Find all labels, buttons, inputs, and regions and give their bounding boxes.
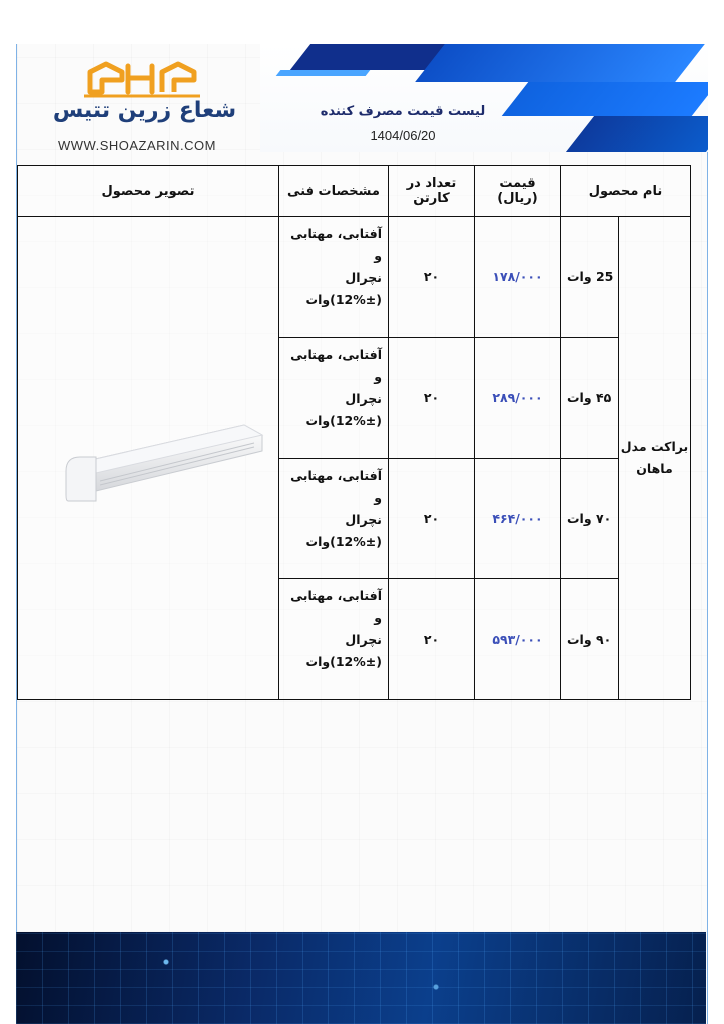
header-product: نام محصول [560, 166, 690, 217]
header-stripe [276, 70, 371, 76]
count-cell: ۲۰ [388, 579, 474, 700]
header-count: تعداد در کارتن [388, 166, 474, 217]
price-cell: ۵۹۳/۰۰۰ [474, 579, 560, 700]
header-stripe [566, 116, 708, 152]
spec-line: (12%±)وات [305, 292, 382, 307]
spec-cell [278, 337, 388, 458]
table-header-row [18, 166, 691, 217]
price-cell: ۱۷۸/۰۰۰ [474, 217, 560, 338]
spec-line: آفتابی، مهتابی و [290, 588, 382, 626]
header-image: تصویر محصول [18, 166, 279, 217]
product-image [48, 405, 268, 515]
power-cell: ۹۰ وات [560, 579, 618, 700]
header-stripe [502, 82, 708, 116]
spec-line: نچرال [345, 390, 382, 406]
product-name-line: براکت مدل [620, 439, 689, 454]
spec-line: (12%±)وات [305, 412, 382, 428]
header-price-label: قیمت [499, 176, 536, 191]
document-date: 1404/06/20 [370, 128, 436, 143]
count-cell: ۲۰ [388, 337, 474, 458]
product-image-cell [18, 217, 279, 700]
footer-decoration [16, 932, 706, 1024]
logo-mark-icon [82, 58, 202, 100]
header-price [474, 166, 560, 217]
power-cell: ۷۰ وات [560, 458, 618, 579]
count-cell: ۲۰ [388, 458, 474, 579]
spec-line: آفتابی، مهتابی و [290, 226, 382, 263]
spec-line: نچرال [345, 511, 382, 527]
spec-line: (12%±)وات [305, 533, 382, 549]
power-cell: ۴۵ وات [560, 337, 618, 458]
spec-cell [278, 217, 388, 338]
count-cell: ۲۰ [388, 217, 474, 338]
spec-cell [278, 458, 388, 579]
page-title: لیست قیمت مصرف کننده [320, 104, 486, 119]
price-table [17, 165, 691, 700]
spec-line: نچرال [345, 632, 382, 648]
price-cell: ۲۸۹/۰۰۰ [474, 337, 560, 458]
price-cell: ۴۶۴/۰۰۰ [474, 458, 560, 579]
spec-line: آفتابی، مهتابی و [290, 467, 382, 505]
website-url[interactable]: WWW.SHOAZARIN.COM [58, 138, 216, 153]
product-name [619, 217, 691, 700]
brand-name: شعاع زرین تتیس [52, 98, 237, 123]
header-stripe [415, 44, 705, 82]
spec-line: (12%±)وات [305, 654, 382, 670]
spec-cell [278, 579, 388, 700]
header-spec: مشخصات فنی [278, 166, 388, 217]
product-name-line: ماهان [636, 461, 673, 476]
power-cell: 25 وات [560, 217, 618, 338]
table-row [18, 217, 691, 338]
footer-circuit-pattern [16, 932, 706, 1024]
header-price-unit: (ریال) [497, 191, 538, 206]
spec-line: نچرال [345, 270, 382, 285]
company-logo [52, 58, 242, 156]
spec-line: آفتابی، مهتابی و [290, 346, 382, 384]
